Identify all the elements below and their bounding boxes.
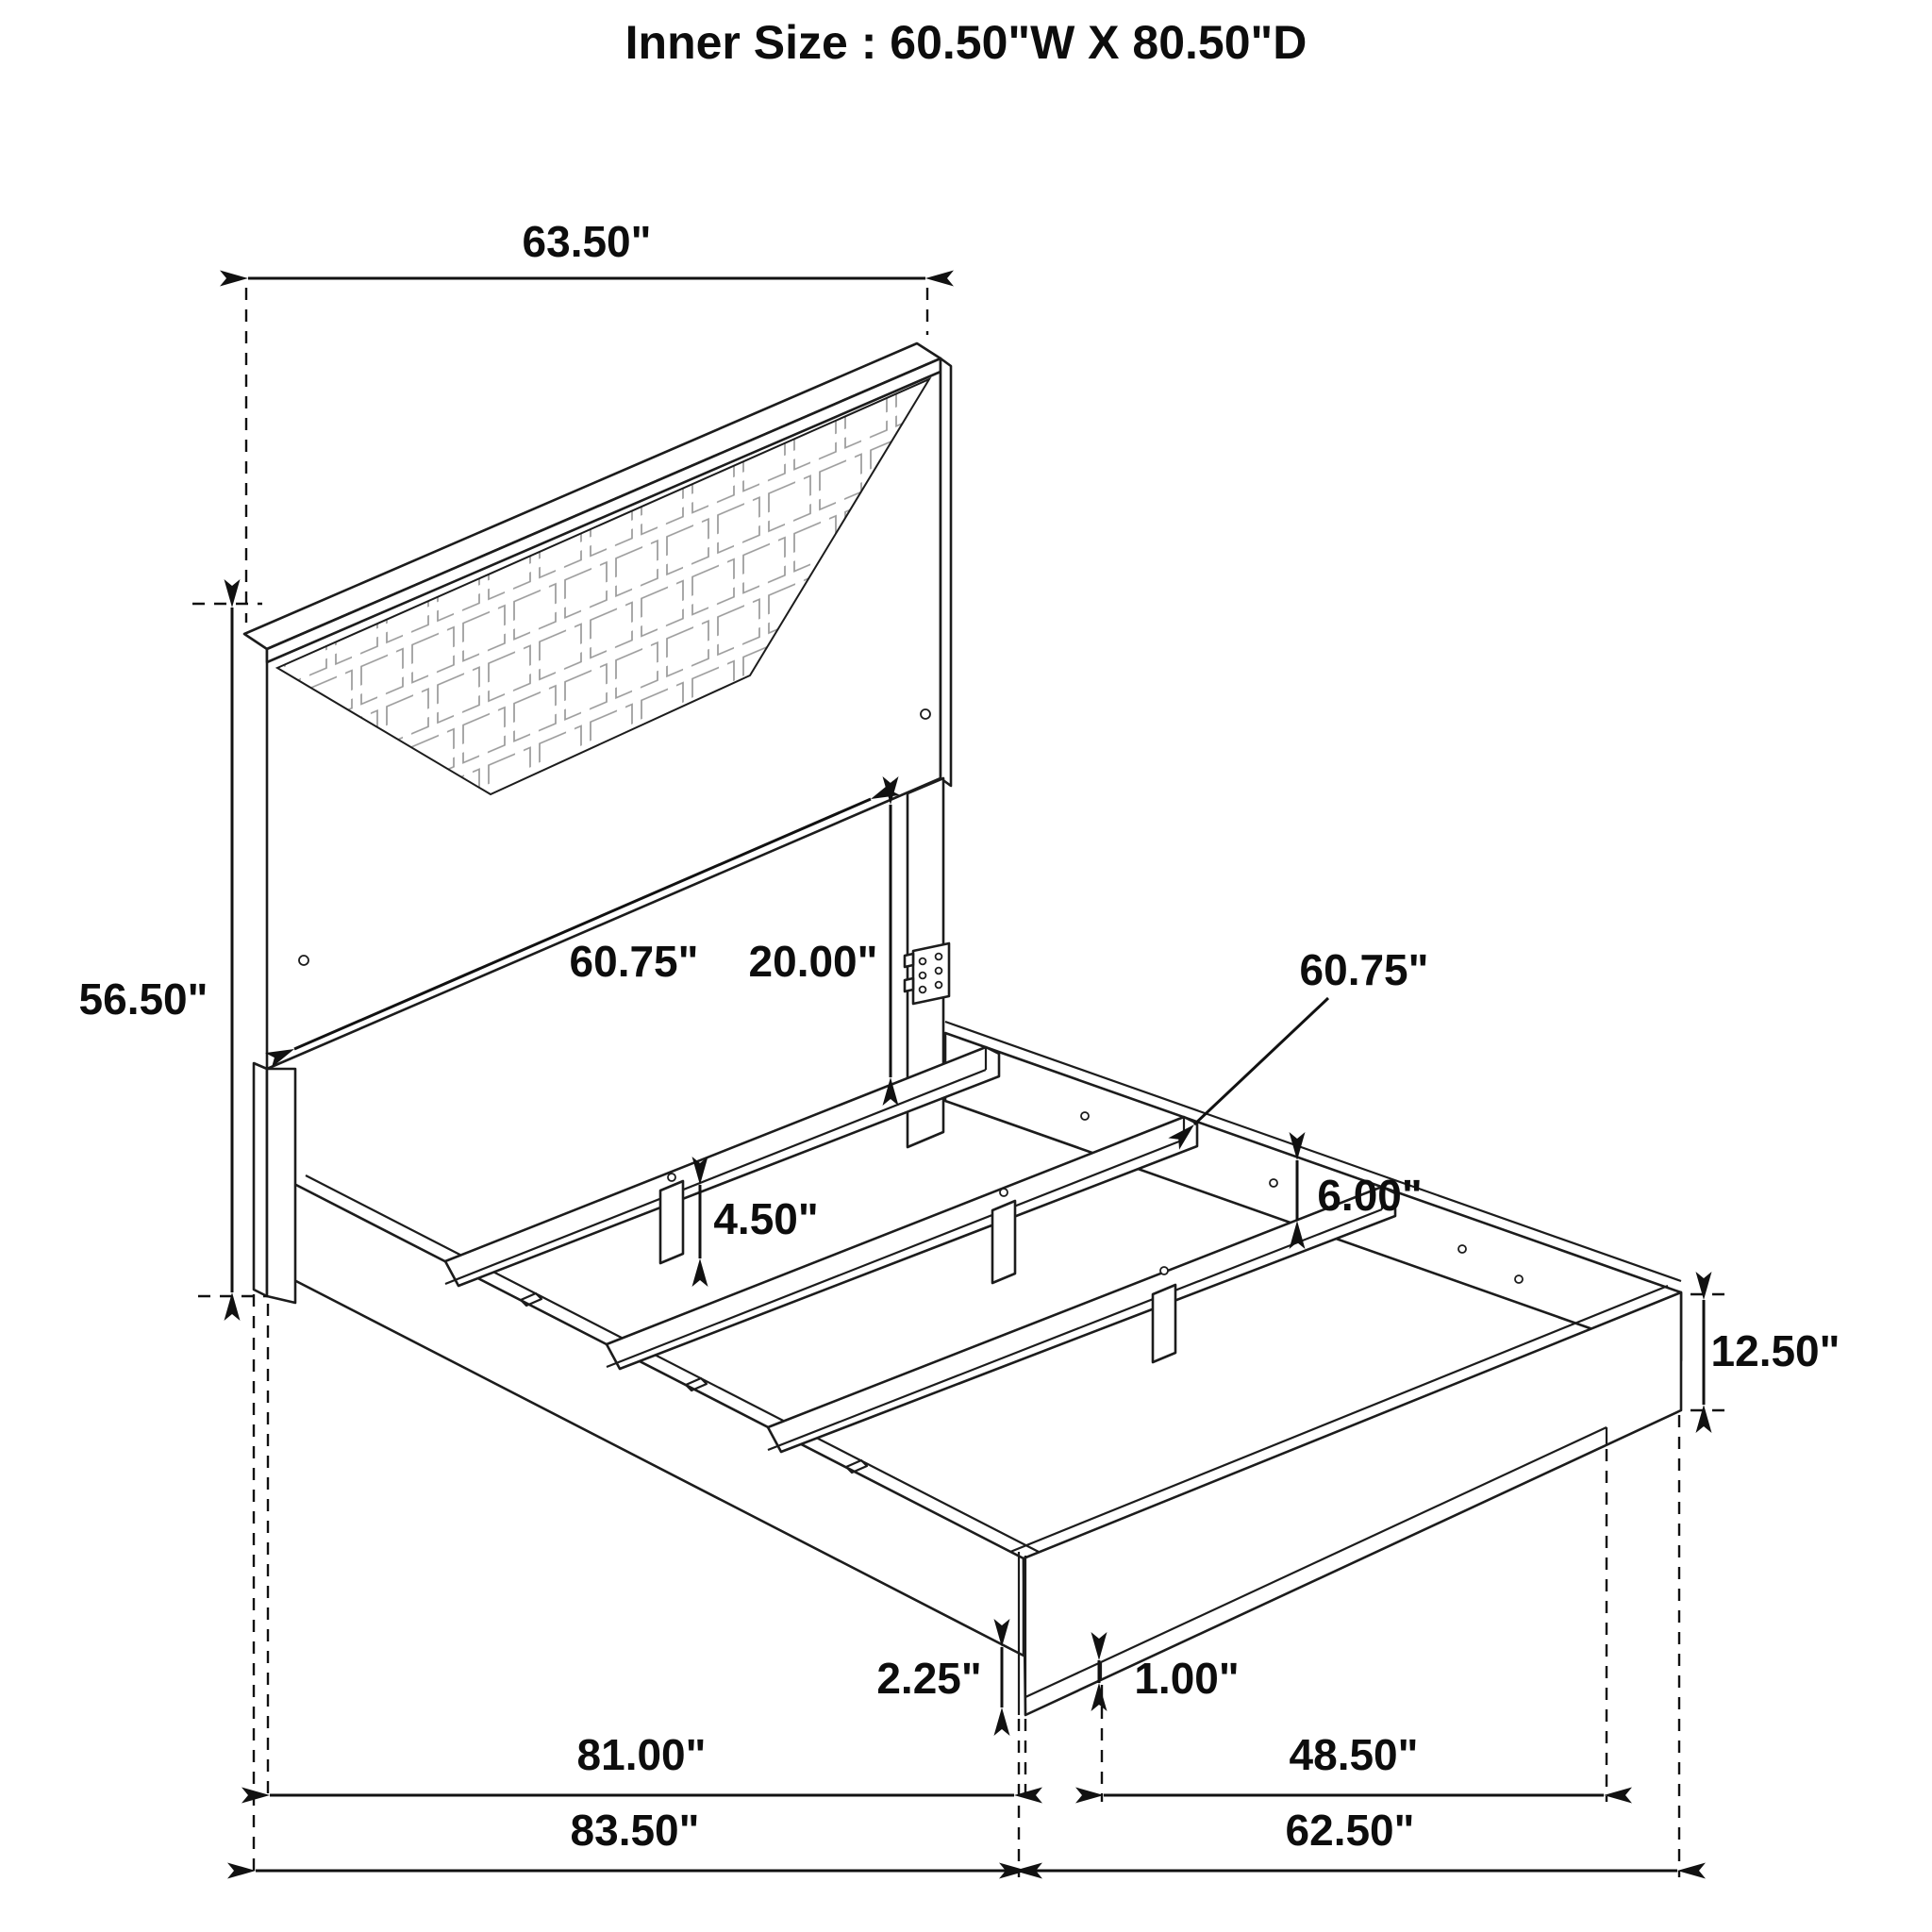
headboard-side-edge xyxy=(941,358,951,786)
center-support-leg xyxy=(660,1181,683,1263)
headboard xyxy=(244,343,951,1147)
dim-label-footboard-height: 12.50" xyxy=(1710,1326,1840,1375)
screw-hole xyxy=(921,709,930,719)
dim-label-panel-gap: 20.00" xyxy=(748,937,878,986)
dim-label-inner-length: 81.00" xyxy=(576,1730,707,1779)
dim-label-headboard-height: 56.50" xyxy=(78,974,208,1024)
dim-inner-length xyxy=(270,1730,1014,1795)
diagram-title: Inner Size : 60.50"W X 80.50"D xyxy=(625,16,1307,69)
center-support-leg xyxy=(1153,1285,1175,1362)
dim-label-footboard-overall-width: 62.50" xyxy=(1285,1806,1415,1855)
dim-rail-clearance xyxy=(876,1647,1002,1707)
dim-overall-length xyxy=(256,1806,1014,1871)
dim-label-rail-clearance: 2.25" xyxy=(876,1654,982,1703)
dim-footboard-inner-width xyxy=(1104,1730,1604,1795)
dim-slat-length xyxy=(1194,945,1428,1124)
dim-label-slat-length: 60.75" xyxy=(1299,945,1429,994)
dim-label-footboard-gap: 1.00" xyxy=(1134,1654,1240,1703)
dim-center-leg-height xyxy=(700,1185,819,1258)
dim-label-overall-length: 83.50" xyxy=(570,1806,700,1855)
dim-footboard-overall-width xyxy=(1027,1806,1677,1871)
dim-label-leg-height: 4.50" xyxy=(713,1194,819,1243)
dim-label-headboard-width: 63.50" xyxy=(522,217,652,266)
dim-label-footboard-inner-width: 48.50" xyxy=(1289,1730,1419,1779)
headboard-left-leg xyxy=(254,1063,295,1303)
footboard xyxy=(1010,1286,1681,1715)
center-support-leg xyxy=(992,1201,1015,1283)
dim-label-rail-height: 6.00" xyxy=(1317,1171,1423,1220)
dim-label-panel-width: 60.75" xyxy=(569,937,699,986)
screw-hole xyxy=(299,956,308,965)
dim-headboard-height xyxy=(79,604,268,1296)
dim-footboard-height xyxy=(1690,1294,1840,1410)
